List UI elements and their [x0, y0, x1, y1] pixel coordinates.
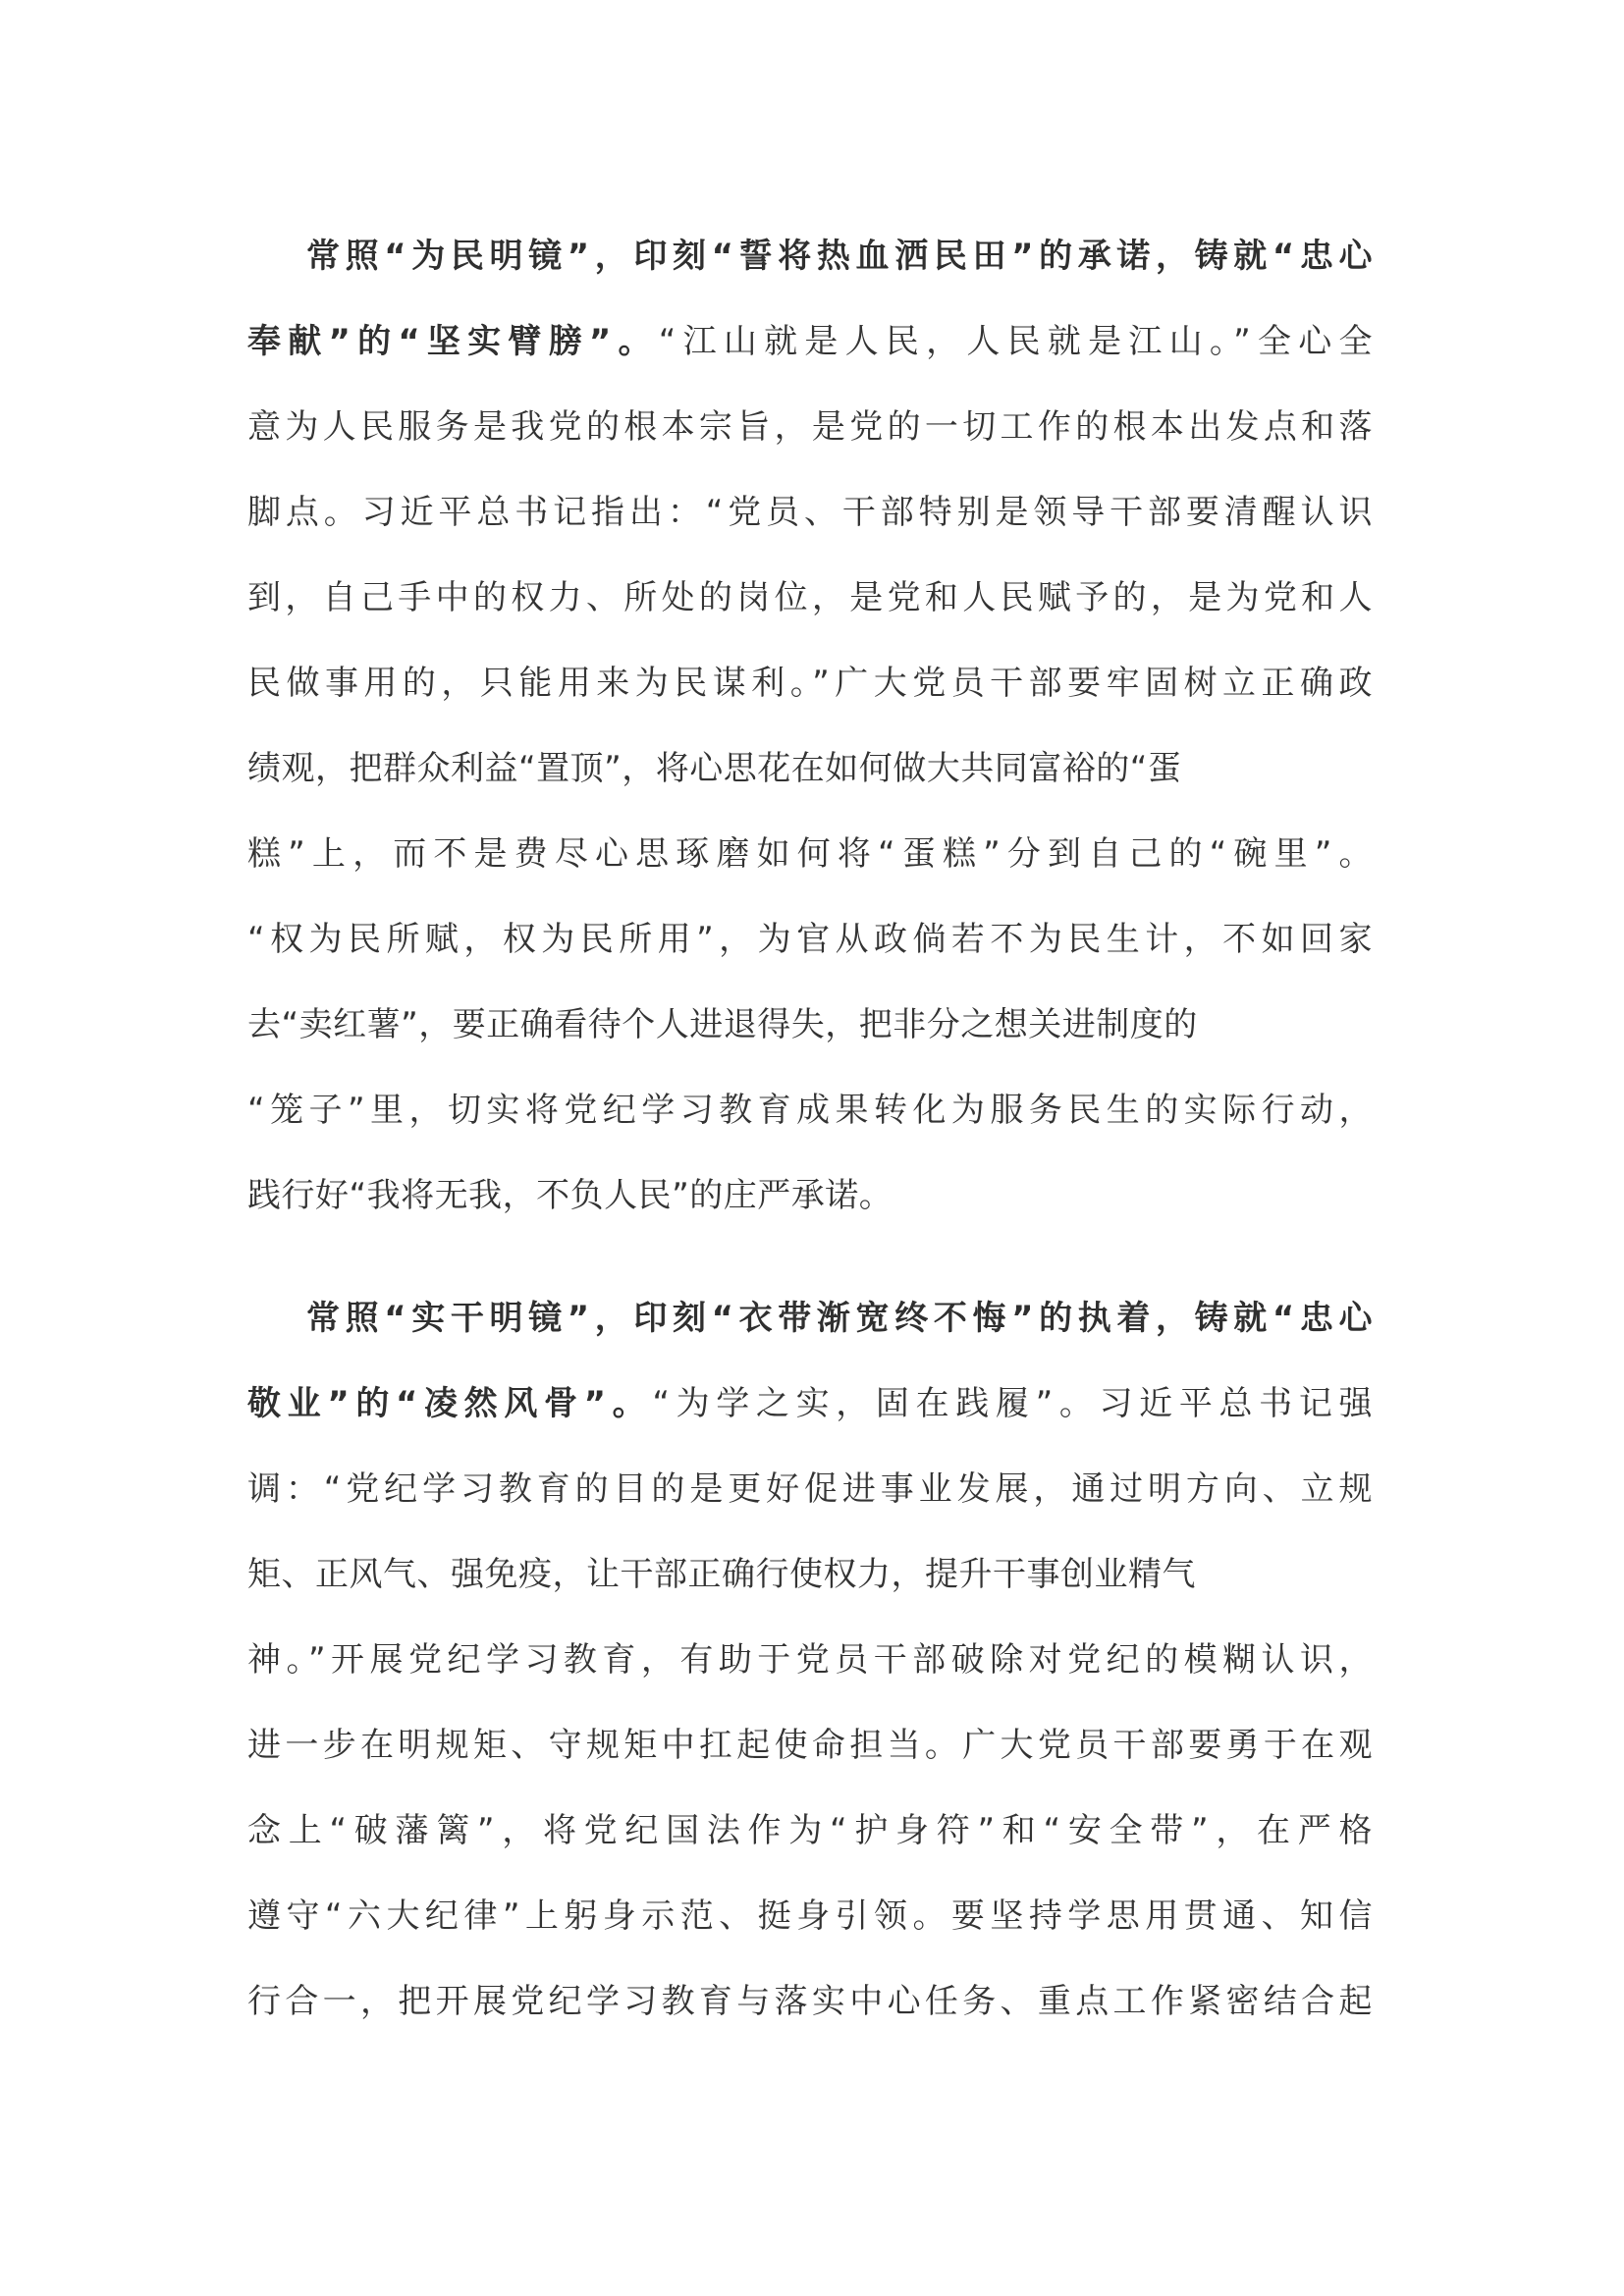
- paragraph-lead-bold: 奉献”的“坚实臂膀”。: [247, 322, 659, 361]
- text-line: 到，自己手中的权力、所处的岗位，是党和人民赋予的，是为党和人: [247, 578, 1373, 617]
- text-line: 践行好“我将无我，不负人民”的庄严承诺。: [247, 1176, 893, 1215]
- text-line: 敬业”的“凌然风骨”。“为学之实，固在践履”。习近平总书记强: [247, 1384, 1373, 1423]
- text-line: 调：“党纪学习教育的目的是更好促进事业发展，通过明方向、立规: [247, 1469, 1373, 1509]
- text-line: 糕”上，而不是费尽心思琢磨如何将“蛋糕”分到自己的“碗里”。: [247, 834, 1373, 874]
- text-line: 矩、正风气、强免疫，让干部正确行使权力，提升干事创业精气: [247, 1555, 1196, 1594]
- text-line: [247, 1290, 1373, 1375]
- text-line: “权为民所赋，权为民所用”，为官从政倘若不为民生计，不如回家: [247, 920, 1373, 959]
- paragraph-2: [247, 1290, 1373, 2058]
- paragraph-lead-bold: 常照“为民明镜”，印刻“誓将热血洒民田”的承诺，铸就“忠心: [306, 237, 1373, 276]
- paragraph-1: [247, 228, 1373, 1253]
- text-line: 意为人民服务是我党的根本宗旨，是党的一切工作的根本出发点和落: [247, 407, 1373, 447]
- text-line: “笼子”里，切实将党纪学习教育成果转化为服务民生的实际行动，: [247, 1091, 1373, 1130]
- paragraph-lead-bold: 敬业”的“凌然风骨”。: [247, 1384, 653, 1423]
- text-line: 脚点。习近平总书记指出：“党员、干部特别是领导干部要清醒认识: [247, 493, 1373, 532]
- text-line: 奉献”的“坚实臂膀”。“江山就是人民，人民就是江山。”全心全: [247, 322, 1373, 361]
- text-line: 行合一，把开展党纪学习教育与落实中心任务、重点工作紧密结合起: [247, 1982, 1373, 2021]
- text-line: 进一步在明规矩、守规矩中扛起使命担当。广大党员干部要勇于在观: [247, 1726, 1373, 1765]
- text-line: 神。”开展党纪学习教育，有助于党员干部破除对党纪的模糊认识，: [247, 1640, 1373, 1680]
- text-line: [247, 228, 1373, 313]
- text-line: 绩观，把群众利益“置顶”，将心思花在如何做大共同富裕的“蛋: [247, 749, 1182, 788]
- text-line: 民做事用的，只能用来为民谋利。”广大党员干部要牢固树立正确政: [247, 664, 1373, 703]
- text-line: 遵守“六大纪律”上躬身示范、挺身引领。要坚持学思用贯通、知信: [247, 1896, 1373, 1936]
- document-body: [247, 228, 1373, 2096]
- text-line: 念上“破藩篱”，将党纪国法作为“护身符”和“安全带”，在严格: [247, 1811, 1373, 1850]
- text-line: 去“卖红薯”，要正确看待个人进退得失，把非分之想关进制度的: [247, 1005, 1198, 1044]
- paragraph-lead-bold: 常照“实干明镜”，印刻“衣带渐宽终不悔”的执着，铸就“忠心: [306, 1299, 1373, 1338]
